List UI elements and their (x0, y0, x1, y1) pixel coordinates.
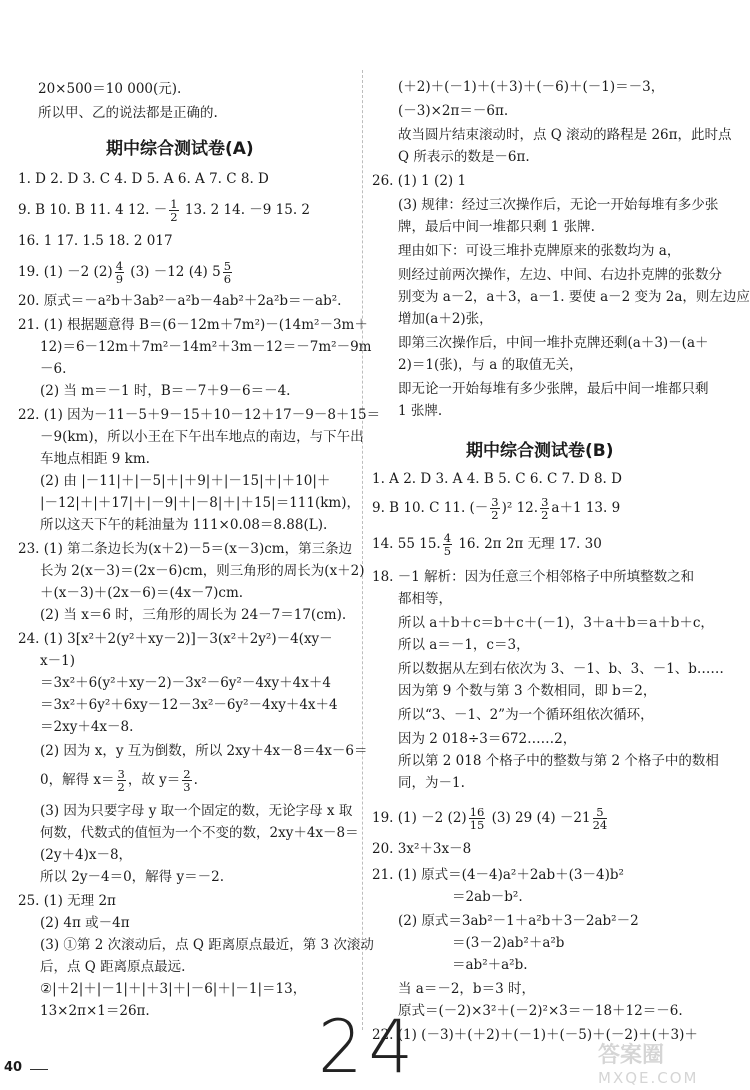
answer-line: (2) 因为 x，y 互为倒数，所以 2xy＋4x－8＝4x－6＝ (40, 743, 368, 759)
answer-line: (2) 由 |－11|＋|－5|＋|＋9|＋|－15|＋|＋10|＋ (40, 473, 331, 489)
text-segment: )² 12. (501, 500, 539, 516)
answer-line: (2y＋4)x－8， (40, 847, 133, 863)
answer-line: 25. (1) 无理 2π (18, 893, 116, 909)
answer-line: 车地点相距 9 km. (40, 451, 150, 467)
column-divider (362, 70, 363, 1030)
text-segment: ，故 y＝ (127, 772, 181, 788)
text-segment: 19. (1) －2 (2) (18, 264, 113, 280)
answer-line: 因为 2 018÷3＝672……2， (398, 731, 577, 747)
fraction: $\frac{1}{2}$ (170, 197, 178, 224)
answer-line: 24. (1) 3[x²＋2(y²＋xy－2)]－3(x²＋2y²)－4(xy－ (18, 631, 333, 647)
answer-line: (2) 4π 或－4π (40, 915, 130, 931)
text-segment: 14. 55 15. (372, 536, 441, 552)
answer-line: (－3)×2π＝－6π. (398, 103, 509, 119)
text-segment: a＋1 13. 9 (551, 500, 621, 516)
text-segment: 9. B 10. B 11. 4 12. － (18, 202, 168, 218)
answer-line: (3) 规律：经过三次操作后，无论一开始每堆有多少张 (398, 197, 719, 213)
answer-line: 20. 3x²＋3x－8 (372, 841, 472, 857)
answer-line: 别变为 a－2，a＋3，a－1. 要使 a－2 变为 2a，则左边应 (398, 289, 750, 305)
text-segment: (3) －12 (4) 5 (126, 264, 221, 280)
text-line: 20×500＝10 000(元). (38, 81, 182, 97)
text-segment: 0，解得 x＝ (40, 772, 115, 788)
answer-line: ②|＋2|＋|－1|＋|＋3|＋|－6|＋|－1|＝13， (40, 981, 307, 997)
answer-line: 牌，最后中间一堆都只剩 1 张牌. (398, 219, 595, 235)
answer-line: 18. －1 解析：因为任意三个相邻格子中所填整数之和 (372, 569, 695, 585)
fraction: $\frac{3}{2}$ (541, 495, 549, 522)
fraction: $\frac{4}{5}$ (443, 531, 452, 558)
fraction: $\frac{5}{24}$ (592, 805, 608, 832)
answer-line-9-b (372, 496, 620, 521)
answer-line: 后，点 Q 距离原点最远. (40, 959, 186, 975)
fraction: $\frac{4}{9}$ (115, 259, 124, 286)
answer-line: 20. 原式＝－a²b＋3ab²－a²b－4ab²＋2a²b＝－ab². (18, 293, 342, 309)
answer-line: －6. (40, 361, 67, 377)
answer-line: 所以 a＋b＋c＝b＋c＋(－1)，3＋a＋b＝a＋b＋c， (398, 615, 714, 631)
answer-line: ＝3x²＋6y²＋6xy－12－3x²－6y²－4xy＋4x＋4 (40, 697, 338, 713)
answer-line: x－1) (40, 653, 75, 669)
answer-line: 21. (1) 根据题意得 B＝(6－12m＋7m²)－(14m²－3m＋ (18, 317, 368, 333)
answer-line: 26. (1) 1 (2) 1 (372, 173, 467, 189)
answer-line: 当 a＝－2，b＝3 时， (398, 981, 535, 997)
answer-line: 因为第 9 个数与第 3 个数相同，即 b＝2， (398, 683, 657, 699)
answer-line: 12)＝6－12m＋7m²－14m²＋3m－12＝－7m²－9m (40, 339, 372, 355)
answer-line-19-b (372, 806, 609, 831)
answer-line: (2) 当 x＝6 时，三角形的周长为 24－7＝17(cm). (40, 607, 347, 623)
answer-line: (2) 原式＝3ab²－1＋a²b＋3－2ab²－2 (398, 913, 639, 929)
answer-line: 2)＝1(张)，与 a 的取值无关， (398, 357, 583, 373)
answer-line: ＝(3－2)ab²＋a²b (452, 935, 565, 951)
answer-line: 1. A 2. D 3. A 4. B 5. C 6. C 7. D 8. D (372, 471, 622, 487)
page-number: 40 (4, 1060, 23, 1075)
answer-line: 增加(a＋2)张， (398, 311, 493, 327)
answer-line: 21. (1) 原式＝(4－4)a²＋2ab＋(3－4)b² (372, 867, 624, 883)
text-segment: 13. 2 14. －9 15. 2 (180, 202, 311, 218)
answer-line: 何数，代数式的值恒为一个不变的数，2xy＋4x－8＝ (40, 825, 359, 841)
answer-line: 理由如下：可设三堆扑克牌原来的张数均为 a， (398, 243, 681, 259)
answer-line: ＝ab²＋a²b. (452, 957, 528, 973)
fraction: $\frac{16}{15}$ (469, 805, 485, 832)
answer-line: 22. (1) 因为－11－5＋9－15＋10－12＋17－9－8＋15＝ (18, 407, 381, 423)
answer-line: Q 所表示的数是－6π. (398, 149, 530, 165)
text-segment: . (193, 772, 198, 788)
answer-line: 22. (1) (－3)＋(＋2)＋(－1)＋(－5)＋(－2)＋(＋3)＋ (372, 1027, 698, 1043)
text-segment: 16. 2π 2π 无理 17. 30 (454, 536, 602, 552)
answer-line: ＝2xy＋4x－8. (40, 719, 134, 735)
answer-line: 即第三次操作后，中间一堆扑克牌还剩(a＋3)－(a＋ (398, 335, 709, 351)
answer-line: (＋2)＋(－1)＋(＋3)＋(－6)＋(－1)＝－3， (398, 79, 665, 95)
text-segment: (3) 29 (4) －21 (487, 810, 591, 826)
answer-line-9 (18, 198, 310, 223)
answer-line: 所以“3、－1、2”为一个循环组依次循环， (398, 707, 654, 723)
watermark (598, 1038, 738, 1087)
answer-line: (3) 因为只要字母 y 取一个固定的数，无论字母 x 取 (40, 803, 353, 819)
section-title-b: 期中综合测试卷(B) (466, 441, 614, 461)
fraction: $\frac{3}{2}$ (491, 495, 499, 522)
answer-line: 所以这天下午的耗油量为 111×0.08＝8.88(L). (40, 517, 328, 533)
answer-line: ＝3x²＋6(y²＋xy－2)－3x²－6y²－4xy＋4x＋4 (40, 675, 331, 691)
page-number-rule (30, 1069, 48, 1070)
answer-line: 13×2π×1＝26π. (40, 1003, 150, 1019)
text-line: 所以甲、乙的说法都是正确的. (38, 105, 218, 121)
fraction: $\frac{2}{3}$ (183, 767, 191, 794)
text-segment: 9. B 10. C 11. (－ (372, 500, 489, 516)
answer-line-14-b (372, 532, 602, 557)
answer-line: 所以 a＝－1，c＝3， (398, 637, 530, 653)
answer-line: 都相等， (398, 591, 452, 607)
answer-line: ＝2ab－b². (452, 889, 523, 905)
answer-line: 所以 2y－4＝0，解得 y＝－2. (40, 869, 224, 885)
fraction: $\frac{5}{6}$ (223, 259, 232, 286)
answer-line: 所以数据从左到右依次为 3、－1、b、3、－1、b…… (398, 661, 724, 677)
answer-line: 23. (1) 第二条边长为(x＋2)－5＝(x－3)cm，第三条边 (18, 541, 353, 557)
answer-line: 1 张牌. (398, 403, 443, 419)
answer-line: 1. D 2. D 3. C 4. D 5. A 6. A 7. C 8. D (18, 171, 269, 187)
answer-line: 即无论一开始每堆有多少张牌，最后中间一堆都只剩 (398, 381, 709, 397)
answer-line: 原式＝(－2)×3²＋(－2)²×3＝－18＋12＝－6. (398, 1003, 683, 1019)
answer-line: (2) 当 m＝－1 时，B＝－7＋9－6＝－4. (40, 383, 291, 399)
answer-line: 故当圆片结束滚动时，点 Q 滚动的路程是 26π，此时点 (398, 127, 732, 143)
answer-line: 16. 1 17. 1.5 18. 2 017 (18, 233, 173, 249)
text-segment: 19. (1) －2 (2) (372, 810, 467, 826)
answer-line: (3) ①第 2 次滚动后，点 Q 距离原点最近，第 3 次滚动 (40, 937, 374, 953)
answer-line: 所以第 2 018 个格子中的整数与第 2 个格子中的数相 (398, 753, 719, 769)
watermark-text: 答案圈 (598, 1043, 665, 1068)
answer-line: －9(km)，所以小王在下午出车地点的南边，与下午出 (40, 429, 364, 445)
handwritten-number: 24 (318, 1003, 420, 1090)
answer-line: 则经过前两次操作，左边、中间、右边扑克牌的张数分 (398, 267, 722, 283)
answer-line: ＋(x－3)＋(2x－6)＝(4x－7)cm. (40, 585, 244, 601)
answer-line: 长为 2(x－3)＝(2x－6)cm，则三角形的周长为(x＋2) (40, 563, 365, 579)
answer-line-24-2 (40, 768, 198, 793)
answer-line-19 (18, 260, 234, 285)
fraction: $\frac{3}{2}$ (117, 767, 125, 794)
section-title-a: 期中综合测试卷(A) (106, 139, 254, 159)
watermark-url: MXQE.COM (598, 1069, 699, 1087)
answer-line: 同，为－1. (398, 775, 465, 791)
answer-line: |－12|＋|＋17|＋|－9|＋|－8|＋|＋15|＝111(km)， (40, 495, 360, 511)
